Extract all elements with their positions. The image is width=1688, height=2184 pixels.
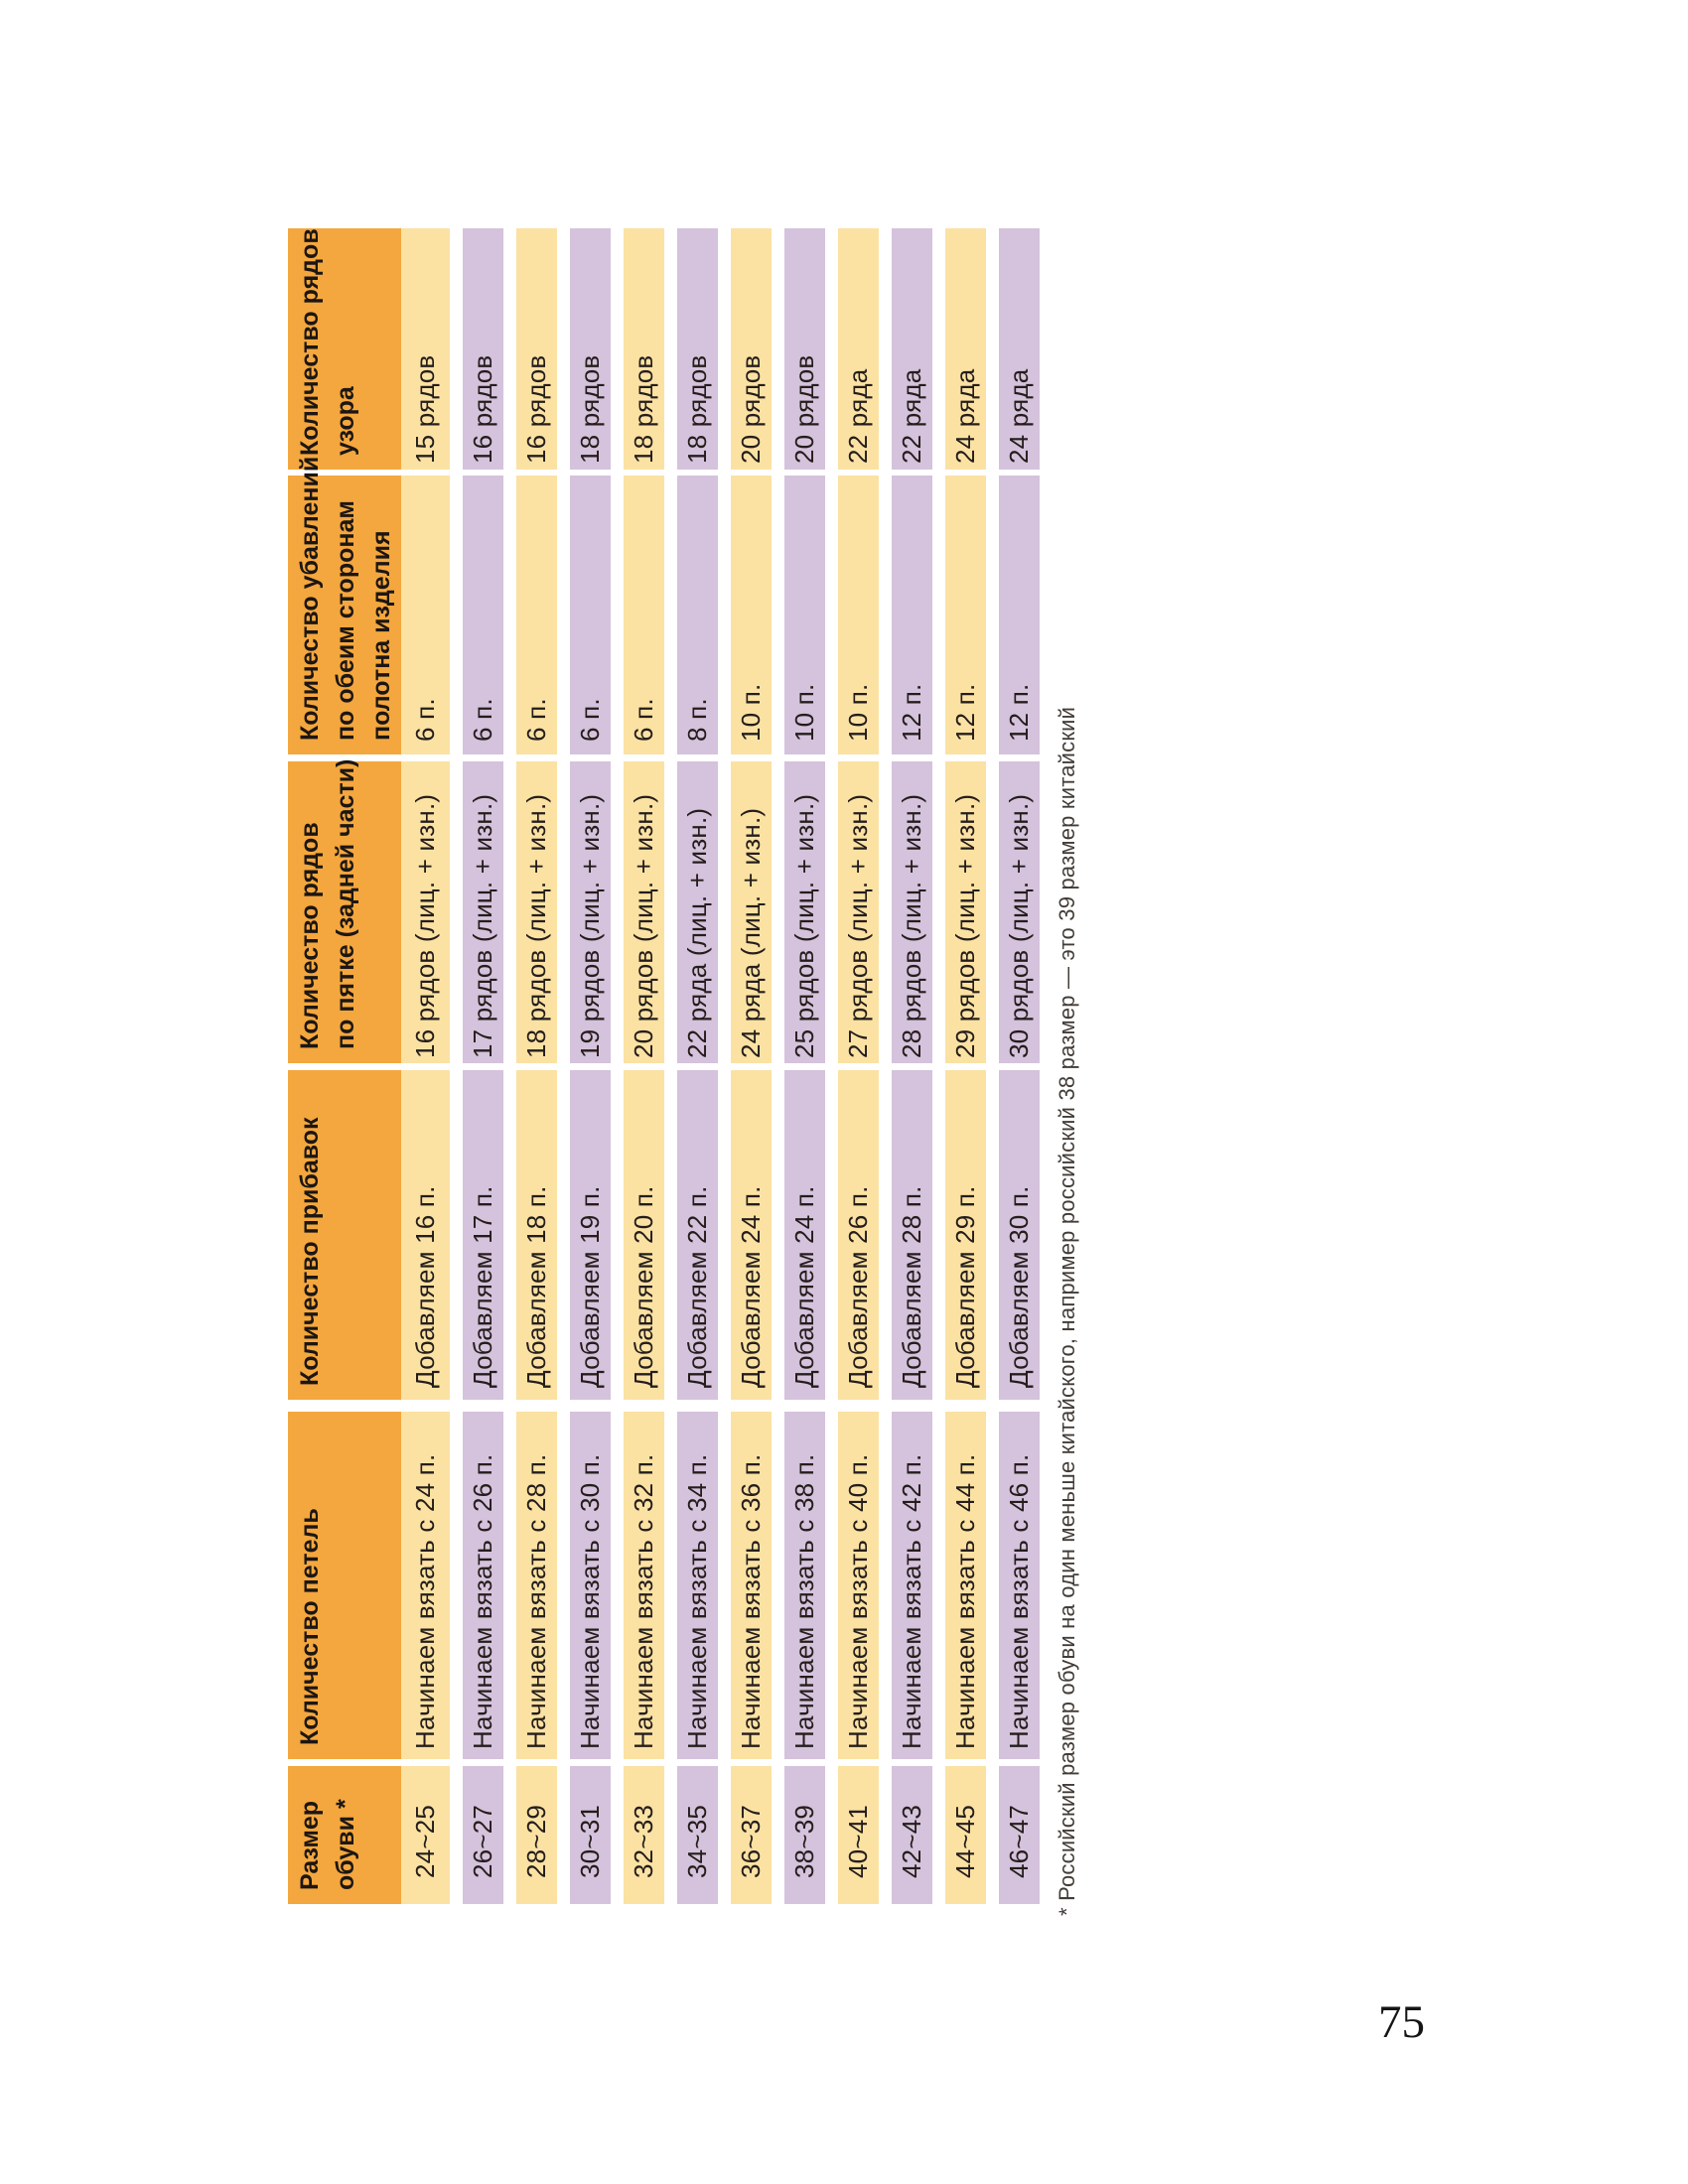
table-cell-text: Добавляем 29 п. bbox=[950, 1185, 980, 1388]
column-header-line: обуви * bbox=[332, 1799, 359, 1890]
table-cell bbox=[945, 228, 986, 470]
column-header-line: Размер bbox=[296, 1800, 324, 1890]
table-cell-text: Начинаем вязать с 24 п. bbox=[410, 1453, 440, 1749]
column-header-text bbox=[288, 228, 405, 470]
table-cell bbox=[784, 1412, 825, 1759]
table-cell-text: 26~27 bbox=[468, 1804, 497, 1878]
table-cell-text: 6 п. bbox=[468, 698, 497, 742]
table-cell-text: 30~31 bbox=[575, 1804, 605, 1878]
table-cell bbox=[570, 228, 611, 470]
table-cell bbox=[999, 476, 1040, 754]
table-cell bbox=[784, 761, 825, 1063]
table-cell bbox=[999, 1766, 1040, 1904]
table-cell-text: 36~37 bbox=[736, 1804, 766, 1878]
table-cell-text: 6 п. bbox=[410, 698, 440, 742]
table-cell-text: 22 ряда bbox=[897, 368, 926, 464]
table-cell-text: 18 рядов bbox=[575, 354, 605, 464]
column-header-cast-on-stitches bbox=[288, 1412, 401, 1759]
table-cell bbox=[463, 1412, 503, 1759]
table-cell-text: 18 рядов bbox=[682, 354, 712, 464]
table-cell-text: 18 рядов (лиц. + изн.) bbox=[521, 793, 551, 1058]
table-cell bbox=[516, 761, 557, 1063]
table-cell-text: Начинаем вязать с 38 п. bbox=[789, 1453, 819, 1749]
table-cell-text: 28~29 bbox=[521, 1804, 551, 1878]
table-cell-text: 44~45 bbox=[950, 1804, 980, 1878]
table-cell-text: 8 п. bbox=[682, 698, 712, 742]
table-cell bbox=[677, 1412, 718, 1759]
table-cell-text: 42~43 bbox=[897, 1804, 926, 1878]
table-cell bbox=[624, 761, 664, 1063]
table-cell bbox=[892, 228, 932, 470]
table-cell bbox=[463, 761, 503, 1063]
column-header-text bbox=[288, 758, 405, 1063]
table-cell-text: Начинаем вязать с 26 п. bbox=[468, 1453, 497, 1749]
table-cell bbox=[570, 1070, 611, 1400]
table-cell bbox=[677, 1766, 718, 1904]
table-cell bbox=[570, 1766, 611, 1904]
table-cell bbox=[892, 1766, 932, 1904]
table-cell-text: 10 п. bbox=[736, 683, 766, 742]
table-cell bbox=[892, 1412, 932, 1759]
table-cell bbox=[784, 1070, 825, 1400]
column-header-text bbox=[288, 1412, 405, 1759]
table-cell bbox=[516, 228, 557, 470]
table-cell bbox=[463, 228, 503, 470]
table-cell-text: Начинаем вязать с 46 п. bbox=[1004, 1453, 1034, 1749]
table-cell bbox=[945, 1766, 986, 1904]
table-cell bbox=[677, 761, 718, 1063]
table-cell-text: 17 рядов (лиц. + изн.) bbox=[468, 793, 497, 1058]
table-cell-text: 10 п. bbox=[843, 683, 873, 742]
table-cell bbox=[999, 1412, 1040, 1759]
table-cell-text: Начинаем вязать с 34 п. bbox=[682, 1453, 712, 1749]
column-header-text bbox=[288, 1766, 405, 1904]
table-cell-text: 16 рядов (лиц. + изн.) bbox=[410, 793, 440, 1058]
table-cell-text: 10 п. bbox=[789, 683, 819, 742]
table-cell bbox=[838, 761, 879, 1063]
table-cell bbox=[838, 228, 879, 470]
table-cell-text: 28 рядов (лиц. + изн.) bbox=[897, 793, 926, 1058]
table-cell-text: 12 п. bbox=[1004, 683, 1034, 742]
table-cell bbox=[570, 761, 611, 1063]
table-cell bbox=[945, 761, 986, 1063]
column-header-increases bbox=[288, 1070, 401, 1400]
column-header-line: по обеим сторонам bbox=[332, 500, 359, 741]
table-cell bbox=[624, 1070, 664, 1400]
table-cell-text: Начинаем вязать с 28 п. bbox=[521, 1453, 551, 1749]
table-cell bbox=[677, 476, 718, 754]
table-cell bbox=[677, 228, 718, 470]
table-cell bbox=[570, 1412, 611, 1759]
table-cell-text: 19 рядов (лиц. + изн.) bbox=[575, 793, 605, 1058]
table-cell bbox=[624, 476, 664, 754]
table-cell-text: 34~35 bbox=[682, 1804, 712, 1878]
table-cell bbox=[784, 1766, 825, 1904]
table-cell-text: Начинаем вязать с 36 п. bbox=[736, 1453, 766, 1749]
table-cell bbox=[731, 1070, 772, 1400]
table-cell-text: Добавляем 22 п. bbox=[682, 1185, 712, 1388]
table-cell bbox=[401, 1766, 450, 1904]
table-cell-text: Добавляем 16 п. bbox=[410, 1185, 440, 1388]
table-cell-text: 22 ряда (лиц. + изн.) bbox=[682, 807, 712, 1058]
table-cell bbox=[945, 1070, 986, 1400]
table-cell-text: Начинаем вязать с 40 п. bbox=[843, 1453, 873, 1749]
table-cell bbox=[463, 1766, 503, 1904]
table-cell-text: 40~41 bbox=[843, 1804, 873, 1878]
table-cell-text: 6 п. bbox=[575, 698, 605, 742]
table-cell bbox=[838, 476, 879, 754]
column-header-pattern-rows bbox=[288, 228, 401, 470]
table-cell bbox=[516, 1412, 557, 1759]
table-cell-text: 15 рядов bbox=[410, 354, 440, 464]
table-cell-text: 20 рядов bbox=[789, 354, 819, 464]
table-cell bbox=[401, 761, 450, 1063]
column-header-line: по пятке (задней части) bbox=[332, 758, 359, 1049]
column-header-shoe-size bbox=[288, 1766, 401, 1904]
table-cell bbox=[731, 1766, 772, 1904]
table-cell-text: 32~33 bbox=[629, 1804, 658, 1878]
table-cell-text: 29 рядов (лиц. + изн.) bbox=[950, 793, 980, 1058]
table-cell bbox=[999, 1070, 1040, 1400]
table-cell bbox=[838, 1412, 879, 1759]
table-cell-text: 24 ряда bbox=[950, 368, 980, 464]
table-cell-text: 16 рядов bbox=[468, 354, 497, 464]
table-cell bbox=[463, 476, 503, 754]
column-header-text bbox=[288, 1070, 405, 1400]
table-cell-text: Начинаем вязать с 32 п. bbox=[629, 1453, 658, 1749]
table-cell-text: 24~25 bbox=[410, 1804, 440, 1878]
column-header-text bbox=[288, 456, 405, 754]
table-cell-text: Добавляем 20 п. bbox=[629, 1185, 658, 1388]
table-cell-text: 6 п. bbox=[629, 698, 658, 742]
table-cell-text: Добавляем 26 п. bbox=[843, 1185, 873, 1388]
table-cell bbox=[677, 1070, 718, 1400]
table-cell bbox=[892, 761, 932, 1063]
table-cell-text: Начинаем вязать с 42 п. bbox=[897, 1453, 926, 1749]
table-cell-text: Начинаем вязать с 44 п. bbox=[950, 1453, 980, 1749]
table-cell bbox=[463, 1070, 503, 1400]
table-cell bbox=[401, 228, 450, 470]
table-cell-text: 46~47 bbox=[1004, 1804, 1034, 1878]
table-cell bbox=[999, 228, 1040, 470]
table-cell bbox=[945, 1412, 986, 1759]
table-cell bbox=[401, 1412, 450, 1759]
table-cell bbox=[516, 476, 557, 754]
table-cell bbox=[401, 1070, 450, 1400]
table-cell bbox=[731, 761, 772, 1063]
column-header-line: Количество убавлений bbox=[296, 456, 324, 741]
table-cell-text: 16 рядов bbox=[521, 354, 551, 464]
table-cell bbox=[731, 1412, 772, 1759]
table-cell-text: 18 рядов bbox=[629, 354, 658, 464]
table-cell-text: Добавляем 17 п. bbox=[468, 1185, 497, 1388]
table-cell bbox=[999, 761, 1040, 1063]
table-cell-text: 30 рядов (лиц. + изн.) bbox=[1004, 793, 1034, 1058]
table-cell-text: Добавляем 19 п. bbox=[575, 1185, 605, 1388]
table-cell bbox=[731, 228, 772, 470]
table-cell bbox=[838, 1070, 879, 1400]
table-cell-text: 12 п. bbox=[950, 683, 980, 742]
table-cell-text: Добавляем 30 п. bbox=[1004, 1185, 1034, 1388]
table-cell-text: Добавляем 18 п. bbox=[521, 1185, 551, 1388]
table-cell-text: Добавляем 28 п. bbox=[897, 1185, 926, 1388]
footnote-text: * Российский размер обуви на один меньше китайского, например российский 38 размер — это 39 размер китайский bbox=[1055, 706, 1079, 1916]
table-cell-text: Добавляем 24 п. bbox=[789, 1185, 819, 1388]
table-cell bbox=[624, 228, 664, 470]
table-cell bbox=[892, 476, 932, 754]
page-number: 75 bbox=[1378, 1996, 1425, 2048]
table-cell-text: 27 рядов (лиц. + изн.) bbox=[843, 793, 873, 1058]
column-header-line: Количество рядов bbox=[296, 822, 324, 1049]
table-cell bbox=[892, 1070, 932, 1400]
table-cell bbox=[945, 476, 986, 754]
table-cell bbox=[784, 476, 825, 754]
column-header-line: Количество рядов bbox=[296, 228, 324, 456]
column-header-line: Количество прибавок bbox=[296, 1117, 324, 1386]
table-cell bbox=[516, 1766, 557, 1904]
table-cell-text: 20 рядов bbox=[736, 354, 766, 464]
table-cell bbox=[516, 1070, 557, 1400]
column-header-heel-rows bbox=[288, 758, 401, 1063]
table-cell-text: 6 п. bbox=[521, 698, 551, 742]
table-cell-text: 38~39 bbox=[789, 1804, 819, 1878]
table-cell bbox=[401, 476, 450, 754]
table-cell-text: 22 ряда bbox=[843, 368, 873, 464]
table-cell-text: Добавляем 24 п. bbox=[736, 1185, 766, 1388]
column-header-line: Количество петель bbox=[296, 1508, 324, 1745]
table-cell-text: 24 ряда bbox=[1004, 368, 1034, 464]
table-cell-text: 25 рядов (лиц. + изн.) bbox=[789, 793, 819, 1058]
table-cell bbox=[838, 1766, 879, 1904]
table-cell-text: Начинаем вязать с 30 п. bbox=[575, 1453, 605, 1749]
table-cell-text: 12 п. bbox=[897, 683, 926, 742]
table-cell-text: 20 рядов (лиц. + изн.) bbox=[629, 793, 658, 1058]
table-cell bbox=[784, 228, 825, 470]
table-cell bbox=[731, 476, 772, 754]
table-cell bbox=[624, 1412, 664, 1759]
column-header-line: полотна изделия bbox=[367, 530, 395, 741]
column-header-line: узора bbox=[332, 386, 359, 456]
table-cell-text: 24 ряда (лиц. + изн.) bbox=[736, 807, 766, 1058]
column-header-decreases bbox=[288, 456, 401, 754]
table-cell bbox=[624, 1766, 664, 1904]
footnote bbox=[1051, 706, 1084, 1916]
table-cell bbox=[570, 476, 611, 754]
